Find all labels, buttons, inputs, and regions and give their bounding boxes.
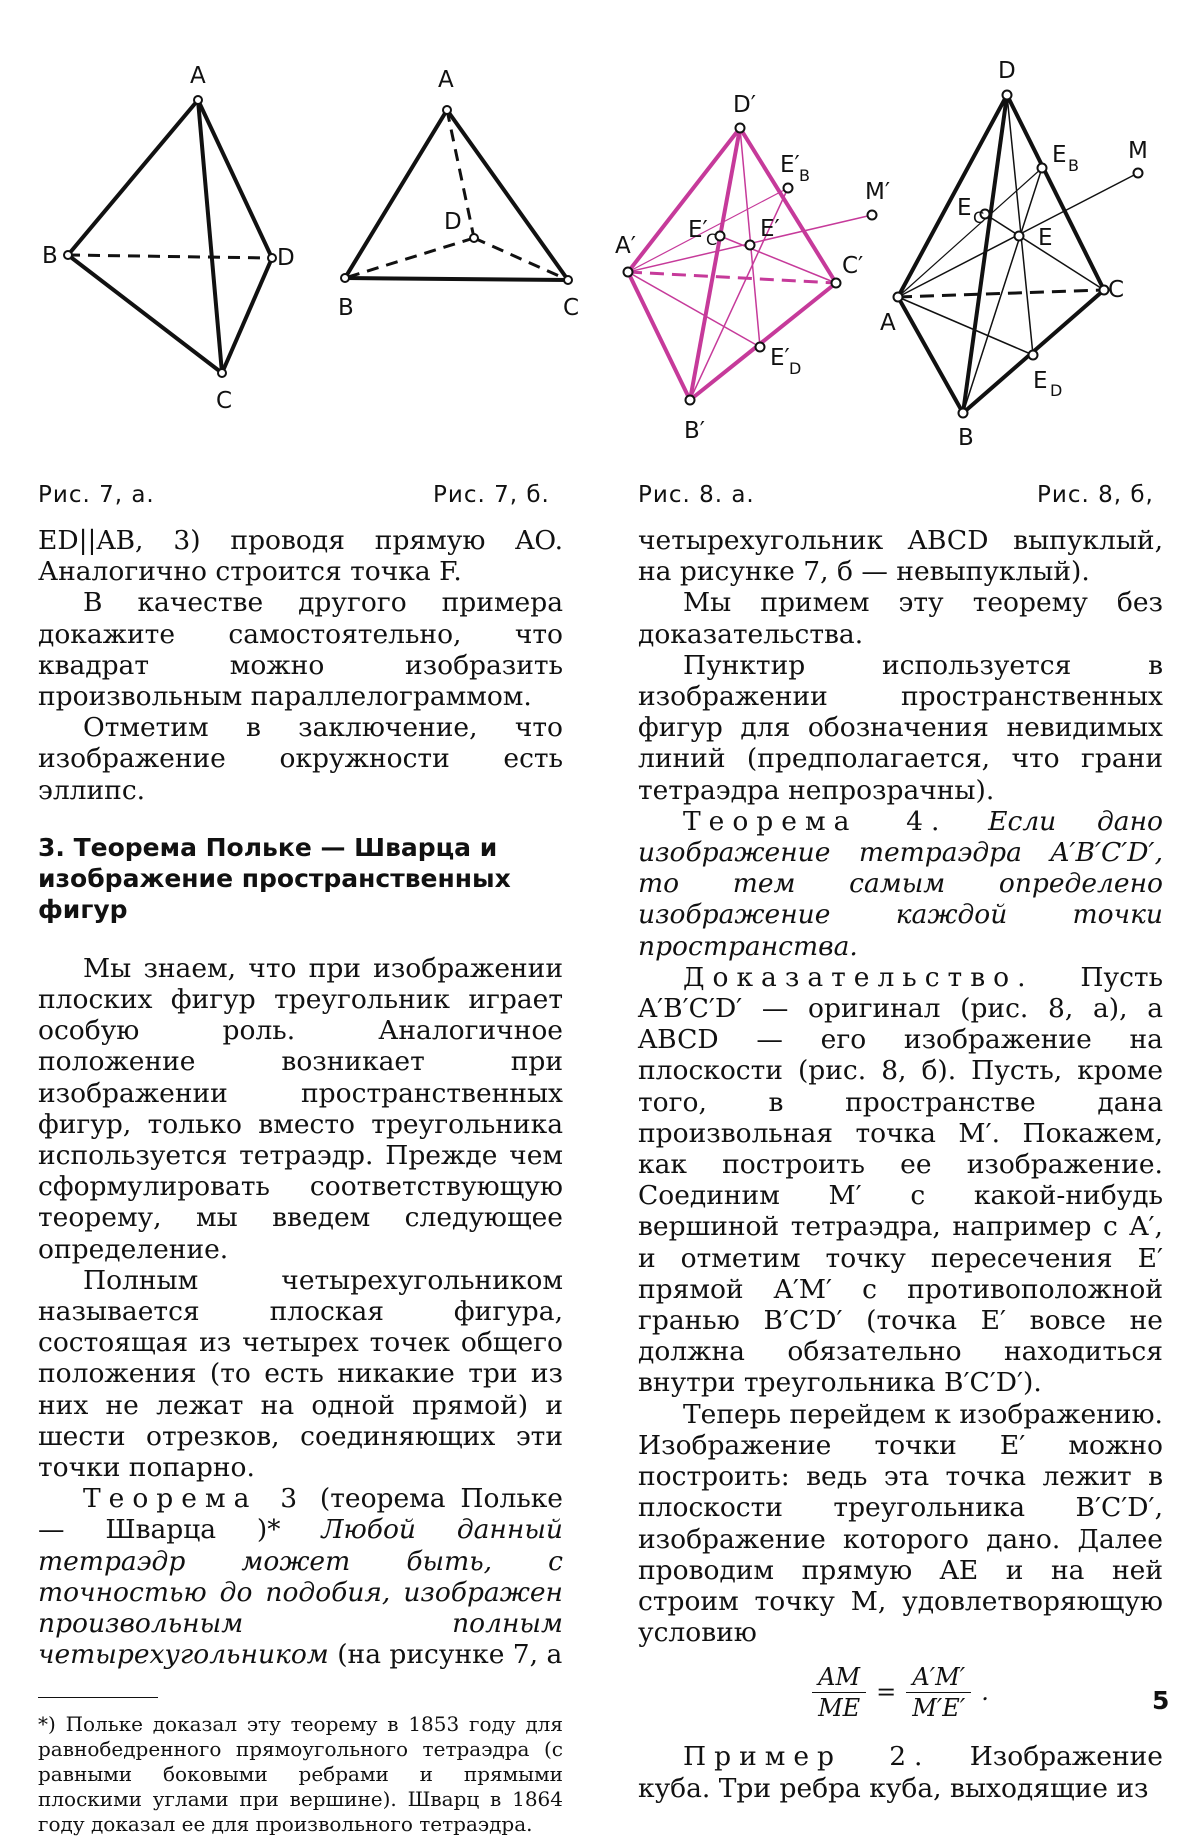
fraction-right-numerator: A′M′ — [906, 1662, 971, 1693]
theorem-3-name: (теорема Польке — Шварца )* — [38, 1483, 563, 1546]
left-paragraph-1: ED||AB, 3) проводя прямую AO. Аналогично строится точка F. — [38, 525, 563, 588]
example-2-term: Пример 2. — [683, 1741, 931, 1773]
example-2 — [638, 1741, 1163, 1803]
right-paragraph-3: Пунктир используется в изображении пространственных фигур для обозначения невидимых линий (предполагается, что грани тетраэдра непрозрачны). — [638, 649, 1163, 806]
theorem-4-term: Теорема 4. — [683, 805, 948, 837]
figures-strip — [0, 0, 1200, 480]
theorem-4-statement: Если дано изображение тетраэдра A′B′C′D′, то тем самым определено изображение каждой точки пространства. — [638, 805, 1163, 962]
right-paragraph-6: Теперь перейдем к изображению. Изображение точки E′ можно построить: ведь эта точка лежит в плоскости треугольника B′C′D′, изображение которого дано. Далее проводим прямую AE и на ней строим точку M, удовлетворяющую условию — [638, 1398, 1163, 1649]
footnote: *) Польке доказал эту теорему в 1853 году для равнобедренного прямоугольного тетраэдра (с равными боковыми ребрами и прямыми плоскими углами при вершине). Шварц в 1864 году доказал ее для произвольного тетраэдра. — [38, 1711, 563, 1836]
figure-8b — [880, 58, 1148, 451]
proof-term: Доказательство. — [683, 961, 1034, 993]
theorem-3-statement: Любой данный тетраэдр может быть, с точностью до подобия, изображен произвольным полным четырехугольником — [38, 1514, 563, 1671]
left-paragraph-4: Мы знаем, что при изображении плоских фигур треугольник играет особую роль. Аналогичное положение возникает при изображении пространственных фигур, только вместо треугольника используется тетраэдр. Прежде чем сформулировать соответствующую теорему, мы введем следующее определение. — [38, 952, 563, 1265]
fig8a-label-e: E′ — [760, 216, 780, 242]
fig7b-label-c: C — [563, 295, 580, 321]
fig8b-label-ec: E — [957, 195, 972, 221]
theorem-3-tail: (на рисунке 7, а — [328, 1639, 563, 1671]
proof-text: Пусть A′B′C′D′ — оригинал (рис. 8, а), а ABCD — его изображение на плоскости (рис. 8, б). Пусть, кроме того, в пространстве дана произвольная точка M′. Покажем, как построить ее изображение. Соединим M′ с какой-нибудь вершиной тетраэдра, например с A′, и отметим точку пересечения E′ прямой A′M′ с противоположной гранью B′C′D′ (точка E′ вовсе не должна обязательно находиться внутри треугольника B′C′D′). — [638, 961, 1163, 1399]
figure-7b — [338, 67, 579, 321]
fig8a-label-eb: E′ — [780, 152, 800, 178]
fig8b-label-d: D — [998, 58, 1016, 84]
fig8a-label-ec-sub: C — [706, 230, 718, 249]
fig8a-caption: Рис. 8. а. — [638, 482, 755, 508]
fig8a-label-ed: E′ — [770, 345, 790, 371]
formula-period: . — [981, 1678, 989, 1707]
fig8a-label-eb-sub: B — [799, 166, 810, 185]
fig7a-label-d: D — [277, 245, 295, 271]
ratio-formula — [638, 1662, 1163, 1723]
fraction-left — [812, 1662, 866, 1723]
fig8a-label-m: M′ — [865, 179, 891, 205]
fraction-left-denominator: ME — [818, 1694, 861, 1723]
right-paragraph-2: Мы примем эту теорему без доказательства. — [638, 587, 1163, 650]
left-paragraph-2: В качестве другого примера докажите самостоятельно, что квадрат можно изобразить произвольным параллелограммом. — [38, 587, 563, 713]
fig8b-label-eb: E — [1052, 142, 1067, 168]
fraction-right — [906, 1662, 971, 1723]
fig7a-caption: Рис. 7, а. — [38, 482, 155, 508]
right-column — [638, 525, 1163, 1804]
theorem-3 — [38, 1483, 563, 1670]
fig7a-label-c: C — [216, 388, 233, 414]
left-paragraph-5: Полным четырехугольником называется плоская фигура, состоящая из четырех точек общего положения (то есть никакие три из них не лежат на одной прямой) и шести отрезков, соединяющих эти точки попарно. — [38, 1264, 563, 1484]
fig7b-label-a: A — [438, 67, 454, 93]
fig8b-label-eb-sub: B — [1068, 156, 1079, 175]
fig7b-label-b: B — [338, 295, 354, 321]
page-number: 5 — [1152, 1686, 1170, 1715]
equals-sign: = — [876, 1678, 897, 1707]
theorem-3-term: Теорема 3 — [83, 1483, 306, 1515]
figure-8a — [615, 92, 890, 444]
fig8b-label-a: A — [880, 310, 896, 336]
fig8b-label-e: E — [1038, 225, 1053, 251]
section-title: 3. Теорема Польке — Шварца и изображение пространственных фигур — [38, 832, 511, 924]
footnote-divider — [38, 1697, 158, 1698]
fig8b-label-m: M — [1128, 138, 1148, 164]
fig7a-label-b: B — [42, 243, 58, 269]
fraction-left-numerator: AM — [812, 1662, 866, 1693]
fig8a-label-ec: E′ — [688, 217, 708, 243]
fig7a-label-a: A — [190, 63, 206, 89]
fig7b-label-d: D — [444, 209, 462, 235]
fig8b-label-ec-sub: C — [973, 208, 985, 227]
fig8b-label-ed: E — [1033, 368, 1048, 394]
fig8b-label-b: B — [958, 425, 974, 451]
example-2-text: Изображение куба. Три ребра куба, выходящие из — [638, 1741, 1163, 1804]
fig8b-label-c: C — [1108, 277, 1125, 303]
left-column — [38, 525, 563, 1837]
theorem-4 — [638, 806, 1163, 962]
figures-svg — [0, 0, 1200, 480]
fig8a-label-c: C′ — [842, 253, 864, 279]
figure-7a — [42, 63, 295, 414]
proof — [638, 962, 1163, 1399]
right-paragraph-1: четырехугольник ABCD выпуклый, на рисунке 7, б — невыпуклый). — [638, 525, 1163, 588]
fig8a-label-a: A′ — [615, 233, 636, 259]
fig8a-label-d: D′ — [733, 92, 756, 118]
fraction-right-denominator: M′E′ — [912, 1694, 966, 1723]
left-paragraph-3: Отметим в заключение, что изображение окружности есть эллипс. — [38, 712, 563, 806]
fig8b-caption: Рис. 8, б, — [1037, 482, 1154, 508]
fig8b-label-ed-sub: D — [1050, 381, 1063, 400]
fig8a-label-ed-sub: D — [789, 359, 802, 378]
fig7b-caption: Рис. 7, б. — [433, 482, 550, 508]
fig8a-label-b: B′ — [684, 418, 706, 444]
